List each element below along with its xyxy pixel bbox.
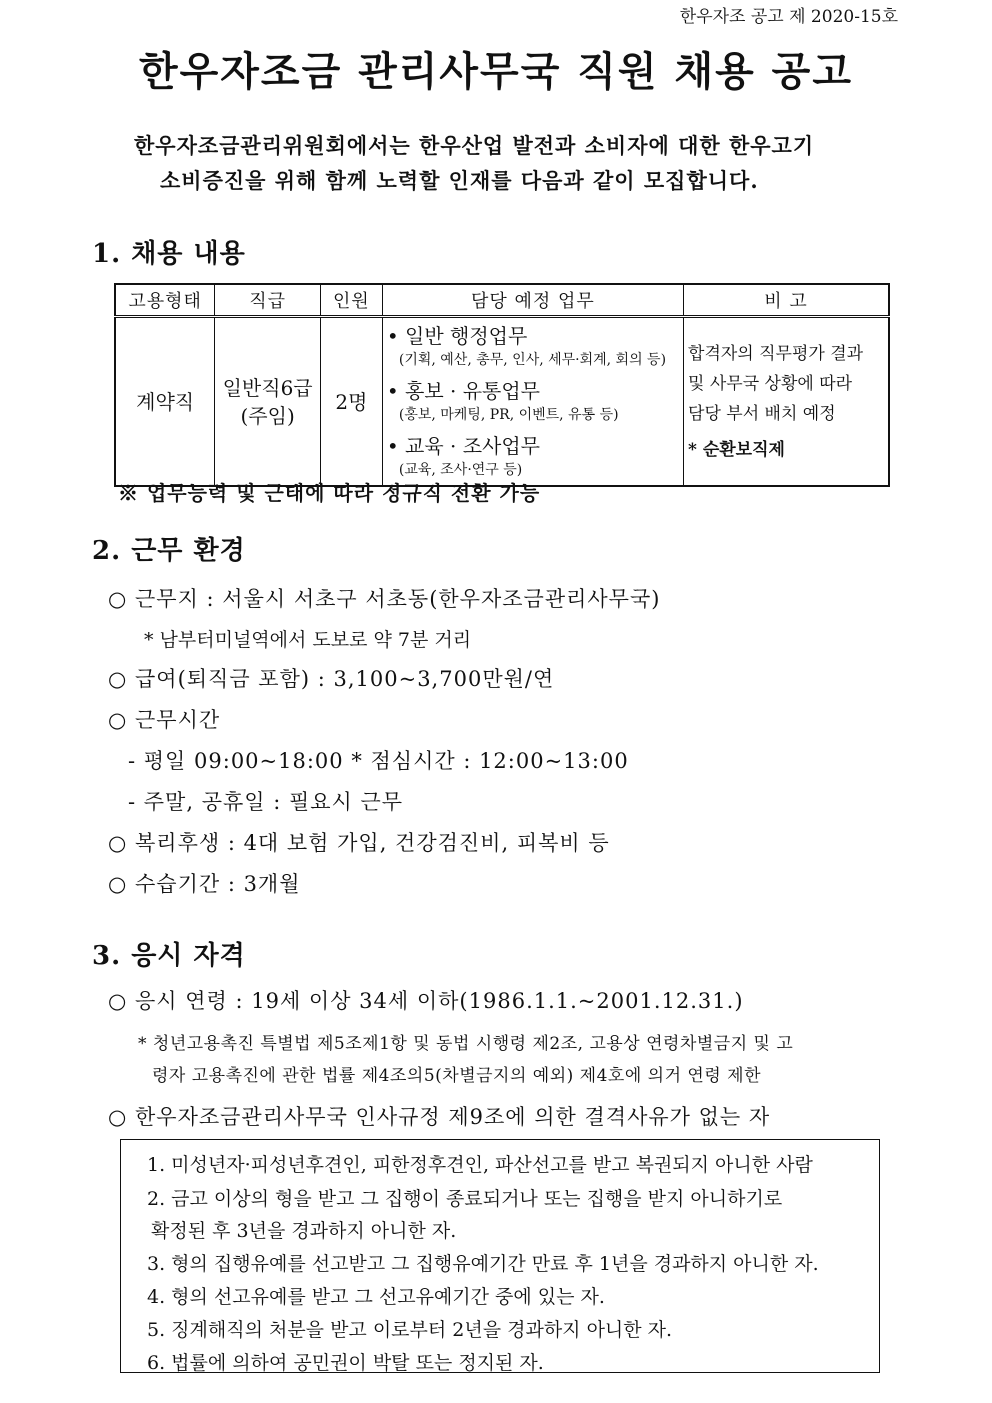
- duty-title: • 홍보 · 유통업무: [386, 379, 541, 403]
- intro-line-1: 한우자조금관리위원회에서는 한우산업 발전과 소비자에 대한 한우고기: [134, 133, 815, 158]
- duty-title: • 교육 · 조사업무: [386, 434, 541, 458]
- page-title: 한우자조금 관리사무국 직원 채용 공고: [139, 49, 853, 95]
- list-item: 3. 형의 집행유예를 선고받고 그 집행유예기간 만료 후 1년을 경과하지 아니한 자.: [147, 1253, 819, 1275]
- notice-number: 한우자조 공고 제 2020-15호: [679, 7, 898, 27]
- duty-detail: (교육, 조사·연구 등): [398, 462, 523, 478]
- table-header-row: [115, 284, 889, 317]
- age-line: ○ 응시 연령 : 19세 이상 34세 이하(1986.1.1.~2001.12.31.): [108, 989, 744, 1013]
- header-grade: 직급: [215, 284, 321, 317]
- employment-type-cell: 계약직: [115, 317, 215, 487]
- duty-title: • 일반 행정업무: [386, 324, 528, 348]
- list-item: 1. 미성년자·피성년후견인, 피한정후견인, 파산선고를 받고 복권되지 아니한 사람: [147, 1154, 813, 1176]
- grade-line-1: 일반직6급: [222, 375, 313, 400]
- remarks-line: 및 사무국 상황에 따라: [688, 373, 853, 394]
- duty-detail: (기획, 예산, 총무, 인사, 세무·회계, 회의 등): [398, 352, 667, 368]
- recruitment-table: [114, 283, 890, 487]
- remarks-line: 합격자의 직무평가 결과: [688, 343, 864, 364]
- header-employment-type: 고용형태: [115, 284, 215, 317]
- benefits-line: ○ 복리후생 : 4대 보험 가입, 건강검진비, 피복비 등: [108, 831, 610, 855]
- workplace-note: * 남부터미널역에서 도보로 약 7분 거리: [144, 629, 472, 651]
- intro-line-2: 소비증진을 위해 함께 노력할 인재를 다음과 같이 모집합니다.: [160, 168, 759, 193]
- hours-title: ○ 근무시간: [108, 708, 221, 732]
- hours-weekend: - 주말, 공휴일 : 필요시 근무: [128, 790, 404, 814]
- section-heading-recruitment: 1. 채용 내용: [92, 239, 246, 269]
- list-item: 6. 법률에 의하여 공민권이 박탈 또는 정지된 자.: [147, 1352, 544, 1374]
- grade-cell: [215, 317, 321, 487]
- list-item: 5. 징계해직의 처분을 받고 이로부터 2년을 경과하지 아니한 자.: [147, 1319, 673, 1341]
- conversion-note: ※ 업무능력 및 근태에 따라 정규직 전환 가능: [118, 481, 541, 505]
- probation-line: ○ 수습기간 : 3개월: [108, 872, 301, 896]
- disqualification-box: [120, 1139, 880, 1373]
- disqualification-title: ○ 한우자조금관리사무국 인사규정 제9조에 의한 결격사유가 없는 자: [108, 1105, 771, 1129]
- duty-detail: (홍보, 마케팅, PR, 이벤트, 유통 등): [398, 407, 619, 423]
- table-row: [115, 317, 889, 487]
- header-remarks: 비 고: [684, 284, 889, 317]
- list-item: 2. 금고 이상의 형을 받고 그 집행이 종료되거나 또는 집행을 받지 아니하기로: [147, 1188, 783, 1210]
- age-note-line-2: 령자 고용촉진에 관한 법률 제4조의5(차별금지의 예외) 제4호에 의거 연령 제한: [152, 1066, 762, 1086]
- workplace-line: ○ 근무지 : 서울시 서초구 서초동(한우자조금관리사무국): [108, 587, 661, 611]
- grade-line-2: (주임): [240, 403, 295, 428]
- header-headcount: 인원: [321, 284, 383, 317]
- hours-weekday: - 평일 09:00~18:00 * 점심시간 : 12:00~13:00: [128, 749, 629, 773]
- list-item: 4. 형의 선고유예를 받고 그 선고유예기간 중에 있는 자.: [147, 1286, 605, 1308]
- salary-line: ○ 급여(퇴직금 포함) : 3,100~3,700만원/연: [108, 667, 555, 691]
- list-item: 확정된 후 3년을 경과하지 아니한 자.: [151, 1220, 457, 1242]
- headcount-cell: 2명: [321, 317, 383, 487]
- section-heading-qualifications: 3. 응시 자격: [92, 941, 246, 971]
- remarks-line: 담당 부서 배치 예정: [688, 403, 836, 424]
- header-duties: 담당 예정 업무: [382, 284, 683, 317]
- section-heading-work-environment: 2. 근무 환경: [92, 536, 246, 566]
- age-note-line-1: * 청년고용촉진 특별법 제5조제1항 및 동법 시행령 제2조, 고용상 연령차별금지 및 고: [138, 1034, 794, 1054]
- remarks-cell: [684, 317, 889, 487]
- duties-cell: [382, 317, 683, 487]
- remarks-note: * 순환보직제: [688, 439, 785, 460]
